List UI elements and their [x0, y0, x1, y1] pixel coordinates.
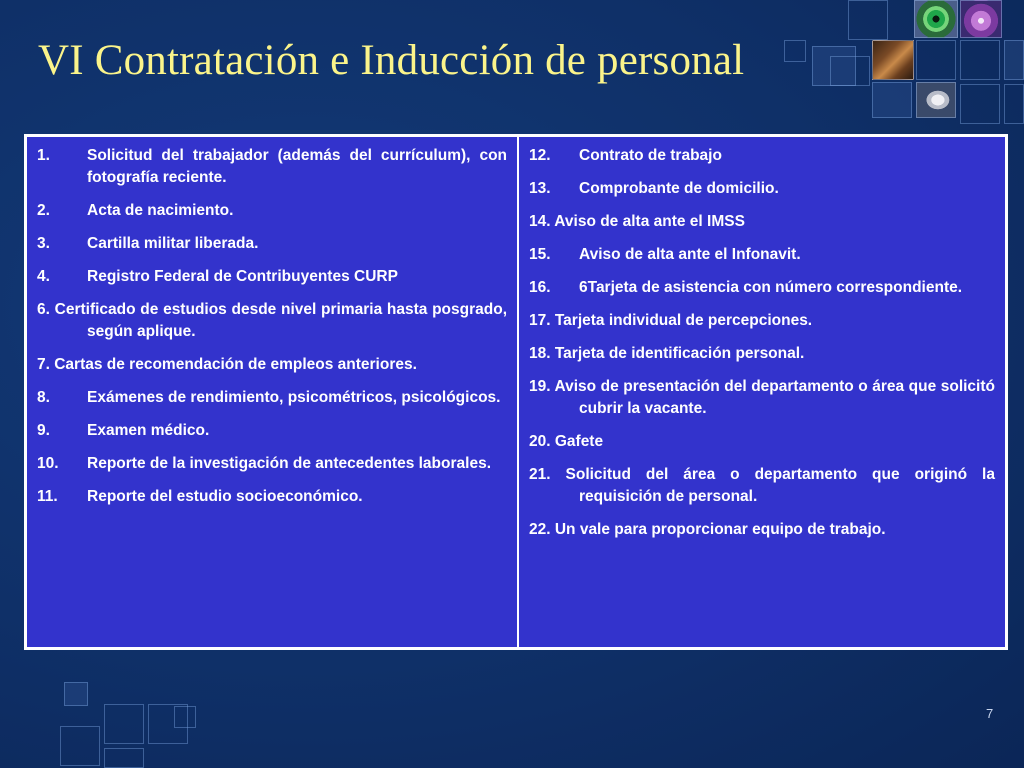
decor-square [872, 82, 912, 118]
item-text: Acta de nacimiento. [87, 202, 234, 219]
list-item: 18. Tarjeta de identificación personal. [529, 345, 805, 362]
flower-photo-tile [960, 0, 1002, 38]
item-number: 9. [37, 422, 50, 439]
decor-square [830, 56, 870, 86]
list-item: 20. Gafete [529, 433, 604, 450]
item-number: 13. [529, 180, 551, 197]
slide-title: VI Contratación e Inducción de personal [38, 37, 745, 84]
decor-square [104, 748, 144, 768]
eye-photo-tile [914, 0, 958, 38]
list-item [529, 178, 995, 200]
decor-square [1004, 40, 1024, 80]
keyboard-photo-tile [872, 40, 914, 80]
left-column [27, 137, 519, 647]
item-number: 12. [529, 147, 551, 164]
list-item: 6. Certificado de estudios desde nivel primaria hasta posgrado, según aplique. [37, 301, 507, 340]
item-number: 8. [37, 389, 50, 406]
decor-square [64, 682, 88, 706]
decor-square [60, 726, 100, 766]
decor-square [960, 84, 1000, 124]
item-text: Reporte del estudio socioeconómico. [87, 488, 363, 505]
item-text: 6Tarjeta de asistencia con número correspondiente. [579, 279, 963, 296]
item-number: 15. [529, 246, 551, 263]
list-item: 19. Aviso de presentación del departamento o área que solicitó cubrir la vacante. [529, 378, 995, 417]
item-text: Reporte de la investigación de antecedentes laborales. [87, 455, 491, 472]
item-text: Cartilla militar liberada. [87, 235, 259, 252]
item-text: Aviso de alta ante el Infonavit. [579, 246, 801, 263]
list-item [37, 200, 507, 222]
list-item [37, 387, 507, 409]
decor-square [1004, 84, 1024, 124]
item-number: 10. [37, 455, 59, 472]
item-text: Registro Federal de Contribuyentes CURP [87, 268, 398, 285]
decor-square [848, 0, 888, 40]
mouse-photo-tile [916, 82, 956, 118]
item-number: 16. [529, 279, 551, 296]
item-text: Comprobante de domicilio. [579, 180, 779, 197]
item-text: Solicitud del trabajador (además del currículum), con fotografía reciente. [87, 147, 507, 186]
list-item: 22. Un vale para proporcionar equipo de trabajo. [529, 521, 886, 538]
requirements-table [24, 134, 1008, 650]
list-item: 17. Tarjeta individual de percepciones. [529, 312, 813, 329]
decor-square [784, 40, 806, 62]
item-number: 1. [37, 147, 50, 164]
item-number: 11. [37, 488, 58, 505]
decor-square [174, 706, 196, 728]
right-column [519, 137, 1005, 647]
item-text: Exámenes de rendimiento, psicométricos, psicológicos. [87, 389, 501, 406]
list-item: 21. Solicitud del área o departamento que originó la requisición de personal. [529, 466, 995, 505]
decor-square [916, 40, 956, 80]
decor-square [104, 704, 144, 744]
item-number: 3. [37, 235, 50, 252]
list-item [37, 233, 507, 255]
list-item: 14. Aviso de alta ante el IMSS [529, 213, 745, 230]
list-item [529, 244, 995, 266]
list-item [37, 145, 507, 189]
item-number: 4. [37, 268, 50, 285]
list-item [529, 277, 995, 299]
list-item [37, 420, 507, 442]
list-item: 7. Cartas de recomendación de empleos anteriores. [37, 356, 417, 373]
list-item [37, 486, 507, 508]
page-number: 7 [986, 706, 994, 721]
item-text: Examen médico. [87, 422, 210, 439]
item-number: 2. [37, 202, 50, 219]
list-item [37, 453, 507, 475]
decor-square [960, 40, 1000, 80]
item-text: Contrato de trabajo [579, 147, 722, 164]
list-item [529, 145, 995, 167]
list-item [37, 266, 507, 288]
